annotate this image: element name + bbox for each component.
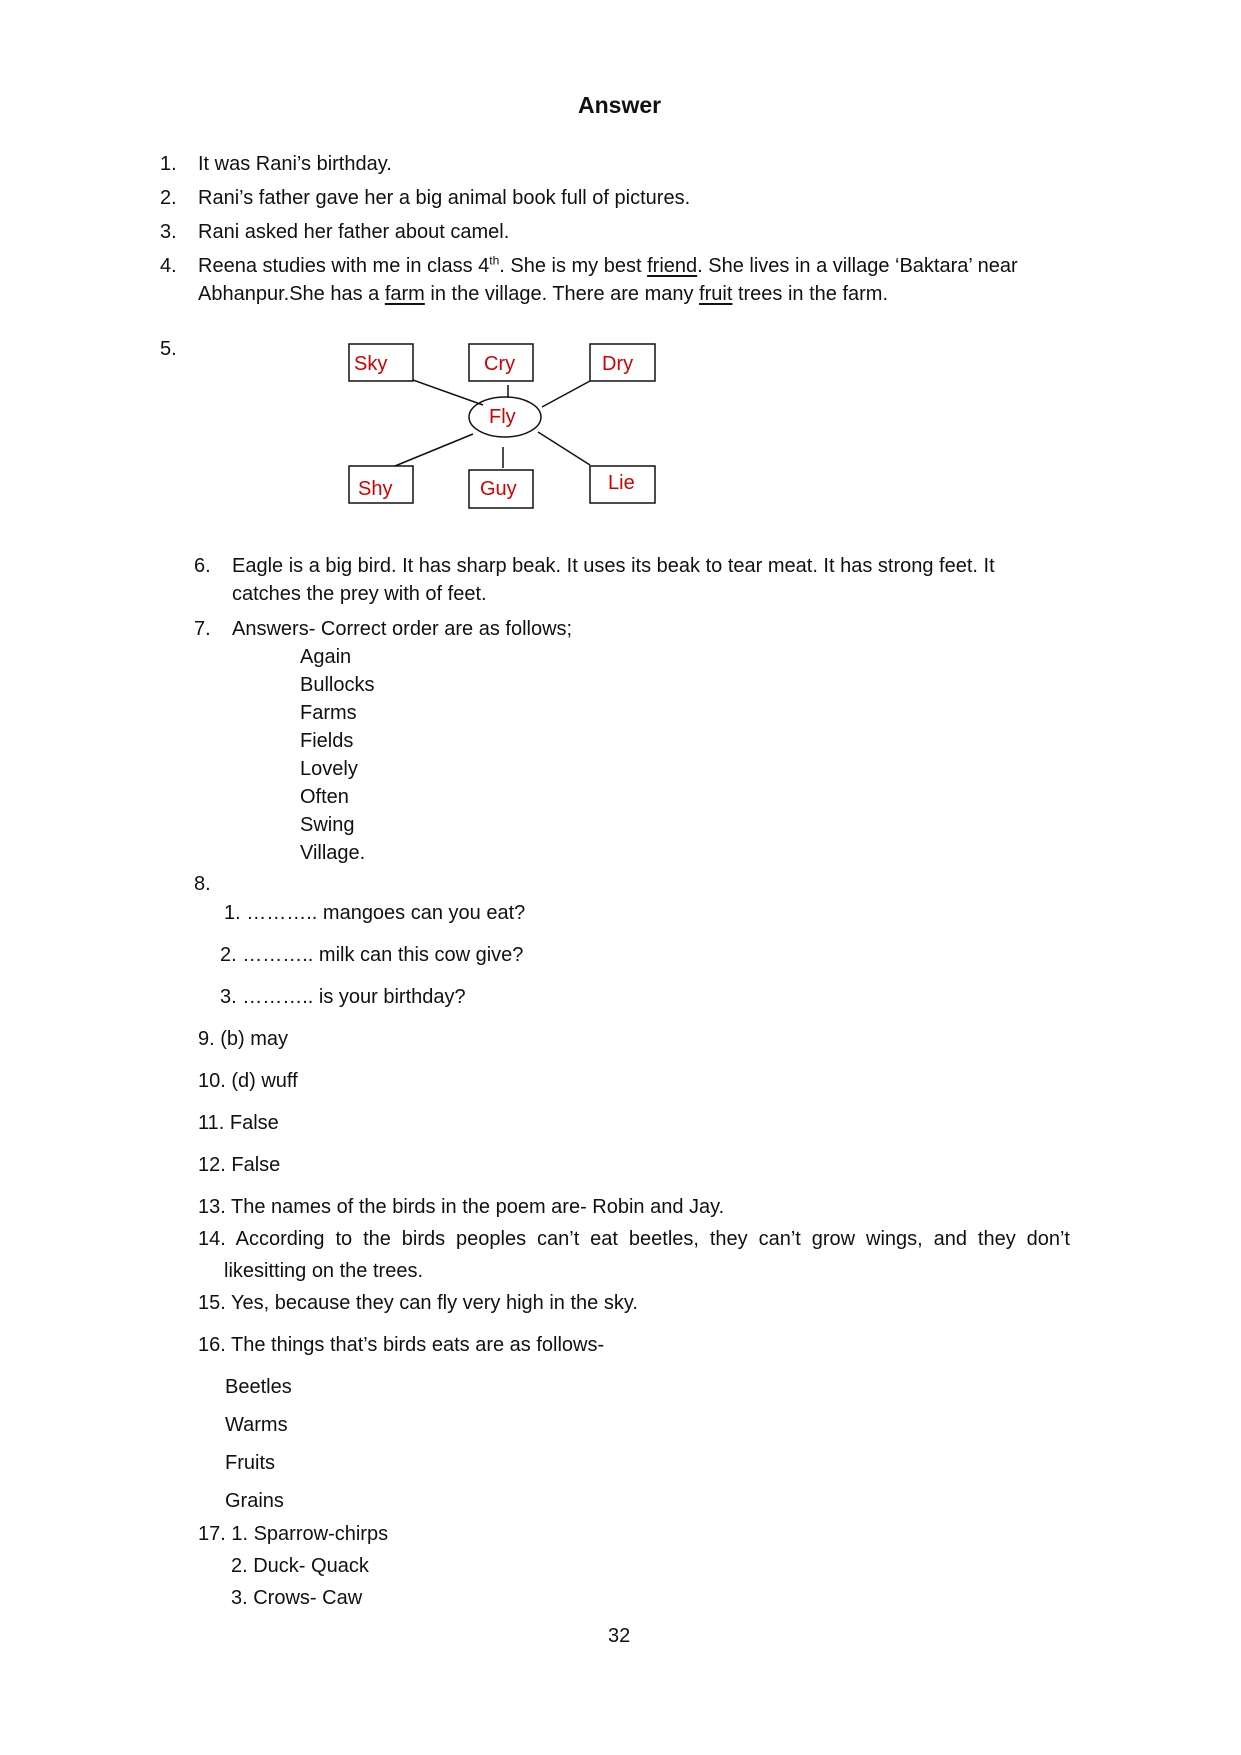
q11-answer: 11. False [198, 1112, 279, 1134]
q7-word: Lovely [300, 758, 358, 780]
q8-item: 3. ……….. is your birthday? [220, 986, 466, 1008]
q4-line-2: Abhanpur.She has a farm in the village. There are many fruit trees in the farm. [198, 283, 889, 305]
q3-answer: Rani asked her father about camel. [198, 221, 510, 243]
q17-answer: 17. 1. Sparrow-chirps [198, 1523, 389, 1545]
q7-word: Village. [300, 842, 366, 864]
q6-line-2: catches the prey with of feet. [232, 583, 487, 605]
q9-answer: 9. (b) may [198, 1028, 289, 1050]
q4-number: 4. [160, 255, 177, 277]
q7-word: Swing [300, 814, 355, 836]
q16-answer: 16. The things that’s birds eats are as follows- [198, 1334, 605, 1356]
word-lie: Lie [608, 472, 635, 494]
q8-number: 8. [194, 873, 211, 895]
word-dry: Dry [602, 353, 634, 375]
connector-sky [413, 380, 483, 405]
connector-shy [395, 434, 473, 466]
q7-number: 7. [194, 618, 211, 640]
q14-line-1: 14. According to the birds peoples can’t eat beetles, they can’t grow wings, and they don’t [198, 1228, 1070, 1250]
q6-line-1: Eagle is a big bird. It has sharp beak. It uses its beak to tear meat. It has strong feet. It [232, 555, 995, 577]
word-shy: Shy [358, 478, 393, 500]
page-number: 32 [608, 1625, 631, 1647]
page-title: Answer [578, 92, 662, 118]
q7-word: Bullocks [300, 674, 375, 696]
q5-number: 5. [160, 338, 177, 360]
q17-item: 3. Crows- Caw [231, 1587, 363, 1609]
q10-answer: 10. (d) wuff [198, 1070, 298, 1092]
q13-answer: 13. The names of the birds in the poem are- Robin and Jay. [198, 1196, 725, 1218]
q1-number: 1. [160, 153, 177, 175]
q17-item: 2. Duck- Quack [231, 1555, 369, 1577]
q7-word: Often [300, 786, 349, 808]
word-cry: Cry [484, 353, 516, 375]
q14-line-2: likesitting on the trees. [224, 1260, 423, 1282]
q7-word: Again [300, 646, 352, 668]
q4-line-1: Reena studies with me in class 4th. She is my best friend. She lives in a village ‘Baktara’ near [198, 253, 1018, 277]
q7-word: Fields [300, 730, 354, 752]
q16-item: Warms [225, 1414, 288, 1436]
word-guy: Guy [480, 478, 517, 500]
q7-answer: Answers- Correct order are as follows; [232, 618, 573, 640]
word-fly: Fly [489, 406, 516, 428]
q15-answer: 15. Yes, because they can fly very high in the sky. [198, 1292, 638, 1314]
q3-number: 3. [160, 221, 177, 243]
q1-answer: It was Rani’s birthday. [198, 153, 392, 175]
q16-item: Fruits [225, 1452, 275, 1474]
connector-dry [542, 381, 590, 407]
q12-answer: 12. False [198, 1154, 281, 1176]
q8-item: 2. ……….. milk can this cow give? [220, 944, 524, 966]
q2-number: 2. [160, 187, 177, 209]
q7-word: Farms [300, 702, 357, 724]
q8-item: 1. ……….. mangoes can you eat? [224, 902, 526, 924]
q16-item: Beetles [225, 1376, 292, 1398]
connector-lie [538, 432, 590, 465]
q6-number: 6. [194, 555, 211, 577]
q2-answer: Rani’s father gave her a big animal book full of pictures. [198, 187, 691, 209]
word-sky: Sky [354, 353, 388, 375]
q16-item: Grains [225, 1490, 284, 1512]
